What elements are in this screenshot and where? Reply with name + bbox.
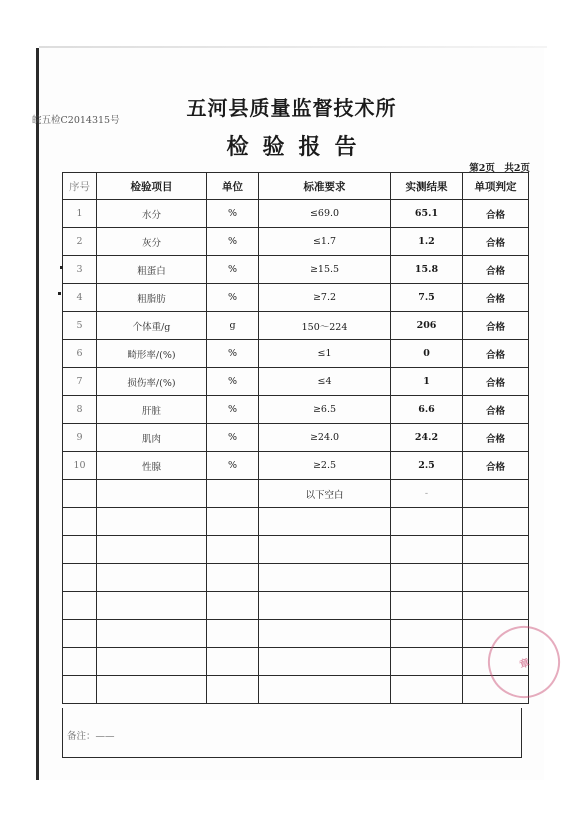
blank-cell	[259, 592, 391, 620]
table-row	[63, 396, 529, 424]
col-header-standard: 标准要求	[259, 173, 391, 200]
table-row	[63, 424, 529, 452]
blank-cell	[97, 592, 207, 620]
cell-item: 肝脏	[97, 396, 207, 424]
blank-cell	[207, 508, 259, 536]
cell-standard: ≤1	[259, 340, 391, 368]
cell-standard: 150～224	[259, 312, 391, 340]
blank-cell	[391, 592, 463, 620]
blank-dash: -	[391, 480, 463, 508]
blank-row	[63, 536, 529, 564]
cell-item: 损伤率/(%)	[97, 368, 207, 396]
blank-cell	[63, 536, 97, 564]
cell-index: 10	[63, 452, 97, 480]
cell-standard: ≥2.5	[259, 452, 391, 480]
blank-cell	[391, 620, 463, 648]
cell-result: 7.5	[391, 284, 463, 312]
cell-unit: %	[207, 452, 259, 480]
blank-row	[63, 676, 529, 704]
cell-standard: ≥7.2	[259, 284, 391, 312]
blank-cell	[463, 536, 529, 564]
blank-row	[63, 620, 529, 648]
blank-cell	[391, 648, 463, 676]
cell-standard: ≥15.5	[259, 256, 391, 284]
org-title: 五河县质量监督技术所	[186, 96, 397, 120]
blank-cell	[391, 536, 463, 564]
blank-cell	[97, 536, 207, 564]
blank-cell	[97, 676, 207, 704]
cell-unit: %	[207, 284, 259, 312]
blank-cell	[463, 480, 529, 508]
cell-index: 3	[63, 256, 97, 284]
blank-cell	[63, 592, 97, 620]
table-row	[63, 368, 529, 396]
cell-result: 1.2	[391, 228, 463, 256]
cell-item: 灰分	[97, 228, 207, 256]
cell-verdict: 合格	[463, 200, 529, 228]
cell-item: 性腺	[97, 452, 207, 480]
blank-cell	[391, 564, 463, 592]
cell-item: 水分	[97, 200, 207, 228]
cell-item: 畸形率/(%)	[97, 340, 207, 368]
blank-cell	[63, 508, 97, 536]
col-header-verdict: 单项判定	[463, 173, 529, 200]
cell-unit: %	[207, 256, 259, 284]
blank-cell	[63, 564, 97, 592]
table-row	[63, 284, 529, 312]
blank-cell	[463, 508, 529, 536]
table-row	[63, 312, 529, 340]
cell-unit: %	[207, 228, 259, 256]
cell-verdict: 合格	[463, 284, 529, 312]
cell-result: 0	[391, 340, 463, 368]
cell-index: 5	[63, 312, 97, 340]
cell-standard: ≤4	[259, 368, 391, 396]
blank-cell	[259, 536, 391, 564]
doc-title: 检验报告	[226, 134, 371, 160]
page-number: 第2页 共2页	[469, 163, 530, 174]
col-header-index: 序号	[63, 173, 97, 200]
table-header-row	[63, 173, 529, 200]
blank-row	[63, 648, 529, 676]
blank-cell	[207, 676, 259, 704]
blank-cell	[63, 676, 97, 704]
cell-result: 1	[391, 368, 463, 396]
blank-cell	[259, 564, 391, 592]
cell-index: 8	[63, 396, 97, 424]
cell-standard: ≤69.0	[259, 200, 391, 228]
cell-index: 4	[63, 284, 97, 312]
cell-index: 2	[63, 228, 97, 256]
cell-verdict: 合格	[463, 256, 529, 284]
cell-index: 6	[63, 340, 97, 368]
blank-cell	[463, 592, 529, 620]
scan-speck	[58, 292, 61, 295]
blank-cell	[259, 620, 391, 648]
cell-unit: %	[207, 368, 259, 396]
cell-result: 6.6	[391, 396, 463, 424]
blank-cell	[97, 480, 207, 508]
stamp-text: 章	[518, 657, 532, 671]
cell-verdict: 合格	[463, 396, 529, 424]
cell-result: 24.2	[391, 424, 463, 452]
cell-unit: %	[207, 200, 259, 228]
blank-cell	[97, 564, 207, 592]
inspection-table	[62, 172, 529, 704]
cell-index: 9	[63, 424, 97, 452]
cell-standard: ≤1.7	[259, 228, 391, 256]
cell-verdict: 合格	[463, 312, 529, 340]
blank-cell	[259, 648, 391, 676]
cell-index: 1	[63, 200, 97, 228]
col-header-result: 实测结果	[391, 173, 463, 200]
blank-cell	[97, 508, 207, 536]
blank-row	[63, 480, 529, 508]
blank-row	[63, 592, 529, 620]
table-row	[63, 200, 529, 228]
blank-cell	[63, 480, 97, 508]
blank-cell	[63, 648, 97, 676]
cell-unit: %	[207, 396, 259, 424]
blank-marker: 以下空白	[259, 480, 391, 508]
blank-cell	[97, 648, 207, 676]
cell-item: 肌肉	[97, 424, 207, 452]
blank-cell	[259, 508, 391, 536]
blank-cell	[207, 592, 259, 620]
remarks: 备注：——	[62, 708, 522, 758]
cell-verdict: 合格	[463, 368, 529, 396]
cell-index: 7	[63, 368, 97, 396]
cell-item: 粗脂肪	[97, 284, 207, 312]
blank-cell	[97, 620, 207, 648]
blank-cell	[63, 620, 97, 648]
blank-cell	[207, 620, 259, 648]
blank-row	[63, 508, 529, 536]
cell-result: 65.1	[391, 200, 463, 228]
blank-cell	[391, 676, 463, 704]
blank-cell	[207, 564, 259, 592]
table-row	[63, 340, 529, 368]
cell-result: 2.5	[391, 452, 463, 480]
cell-verdict: 合格	[463, 340, 529, 368]
col-header-unit: 单位	[207, 173, 259, 200]
col-header-item: 检验项目	[97, 173, 207, 200]
cell-verdict: 合格	[463, 452, 529, 480]
scan-speck	[60, 266, 63, 269]
table-row	[63, 256, 529, 284]
blank-cell	[207, 480, 259, 508]
table-row	[63, 452, 529, 480]
cell-unit: g	[207, 312, 259, 340]
blank-cell	[207, 536, 259, 564]
cell-unit: %	[207, 340, 259, 368]
cell-verdict: 合格	[463, 424, 529, 452]
cell-standard: ≥6.5	[259, 396, 391, 424]
blank-cell	[391, 508, 463, 536]
cell-verdict: 合格	[463, 228, 529, 256]
cell-result: 15.8	[391, 256, 463, 284]
blank-cell	[207, 648, 259, 676]
cell-item: 粗蛋白	[97, 256, 207, 284]
blank-cell	[463, 564, 529, 592]
cell-result: 206	[391, 312, 463, 340]
cell-standard: ≥24.0	[259, 424, 391, 452]
cell-unit: %	[207, 424, 259, 452]
blank-cell	[259, 676, 391, 704]
table-row	[63, 228, 529, 256]
report-number: 皖五检C2014315号	[32, 115, 120, 126]
blank-row	[63, 564, 529, 592]
cell-item: 个体重/g	[97, 312, 207, 340]
